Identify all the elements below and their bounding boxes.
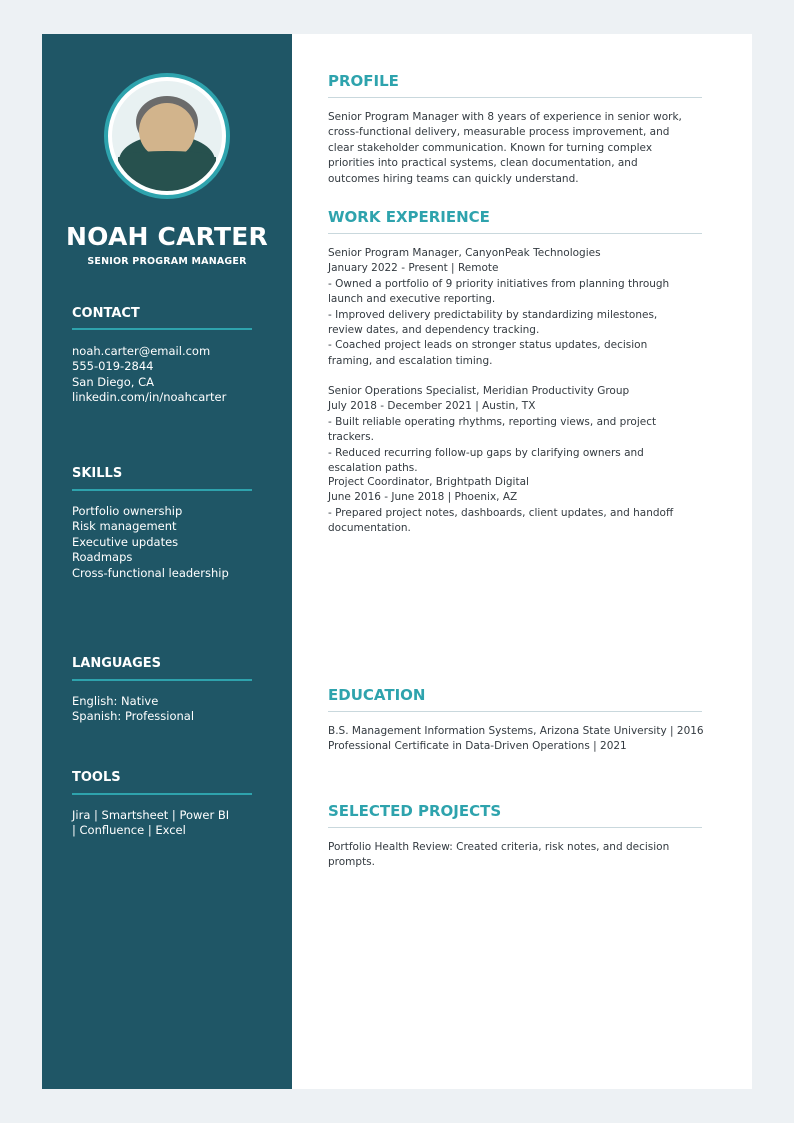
skills-heading: SKILLS bbox=[72, 466, 123, 481]
job-dates: July 2018 - December 2021 | Austin, TX bbox=[328, 400, 536, 413]
project-item: Portfolio Health Review: Created criteria, risk notes, and decision prompts. bbox=[328, 841, 670, 869]
skill-item: Executive updates bbox=[72, 534, 179, 549]
profile-divider bbox=[328, 97, 702, 98]
main-content bbox=[328, 34, 702, 1089]
education-item: B.S. Management Information Systems, Arizona State University | 2016 bbox=[328, 725, 704, 737]
tools-text: Jira | Smartsheet | Power BI | Confluence | Excel bbox=[72, 808, 230, 838]
person-avatar-icon bbox=[104, 73, 230, 199]
contact-phone: 555-019-2844 bbox=[72, 359, 154, 374]
languages-divider bbox=[72, 679, 252, 681]
skill-item: Roadmaps bbox=[72, 550, 133, 565]
job-heading: Senior Program Manager, CanyonPeak Technologies bbox=[328, 247, 601, 259]
profile-summary: Senior Program Manager with 8 years of experience in senior work, cross-functional delivery, measurable process improvement, and clear stakeholder communication. Known for turning complex priorities into practical systems, clean documentation, and outcomes hiring teams can quickly understand. bbox=[328, 111, 682, 185]
education-divider bbox=[328, 711, 702, 712]
job-bullet: - Coached project leads on stronger status updates, decision framing, and escalation timing. bbox=[328, 339, 648, 367]
job-heading: Project Coordinator, Brightpath Digital bbox=[328, 476, 529, 488]
job-entry bbox=[328, 384, 692, 476]
education-list bbox=[328, 724, 704, 755]
projects-heading: SELECTED PROJECTS bbox=[328, 802, 502, 820]
job-bullet: - Improved delivery predictability by standardizing milestones, review dates, and dependency tracking. bbox=[328, 308, 658, 337]
language-item: Spanish: Professional bbox=[72, 709, 195, 724]
job-bullet: - Built reliable operating rhythms, reporting views, and project trackers. bbox=[328, 415, 657, 444]
contact-heading: CONTACT bbox=[72, 306, 140, 321]
job-dates: June 2016 - June 2018 | Phoenix, AZ bbox=[328, 491, 518, 504]
job-dates: January 2022 - Present | Remote bbox=[328, 262, 499, 275]
candidate-name: NOAH CARTER bbox=[66, 222, 268, 251]
languages-list bbox=[72, 694, 262, 725]
job-entry bbox=[328, 246, 692, 369]
languages-heading: LANGUAGES bbox=[72, 656, 162, 671]
job-heading: Senior Operations Specialist, Meridian Productivity Group bbox=[328, 385, 630, 397]
language-item: English: Native bbox=[72, 694, 159, 708]
skills-list bbox=[72, 504, 262, 581]
candidate-role: SENIOR PROGRAM MANAGER bbox=[87, 256, 247, 267]
skill-item: Cross-functional leadership bbox=[72, 565, 229, 580]
job-entry bbox=[328, 475, 692, 537]
tools-heading: TOOLS bbox=[72, 770, 121, 785]
education-item: Professional Certificate in Data-Driven Operations | 2021 bbox=[328, 740, 627, 753]
job-bullet: - Owned a portfolio of 9 priority initiatives from planning through launch and executive reporting. bbox=[328, 277, 670, 306]
resume-page bbox=[42, 34, 752, 1089]
contact-email[interactable]: noah.carter@email.com bbox=[72, 344, 211, 358]
contact-location: San Diego, CA bbox=[72, 374, 154, 389]
experience-divider bbox=[328, 233, 702, 234]
job-bullet: - Prepared project notes, dashboards, client updates, and handoff documentation. bbox=[328, 506, 674, 535]
projects-divider bbox=[328, 827, 702, 828]
contact-divider bbox=[72, 328, 252, 330]
sidebar bbox=[42, 34, 292, 1089]
experience-heading: WORK EXPERIENCE bbox=[328, 208, 490, 226]
job-bullet: - Reduced recurring follow-up gaps by clarifying owners and escalation paths. bbox=[328, 446, 644, 475]
skills-divider bbox=[72, 489, 252, 491]
skill-item: Portfolio ownership bbox=[72, 504, 183, 518]
contact-linkedin[interactable]: linkedin.com/in/noahcarter bbox=[72, 390, 227, 405]
education-heading: EDUCATION bbox=[328, 686, 426, 704]
contact-list bbox=[72, 344, 262, 406]
profile-heading: PROFILE bbox=[328, 72, 399, 90]
tools-divider bbox=[72, 793, 252, 795]
skill-item: Risk management bbox=[72, 519, 177, 534]
